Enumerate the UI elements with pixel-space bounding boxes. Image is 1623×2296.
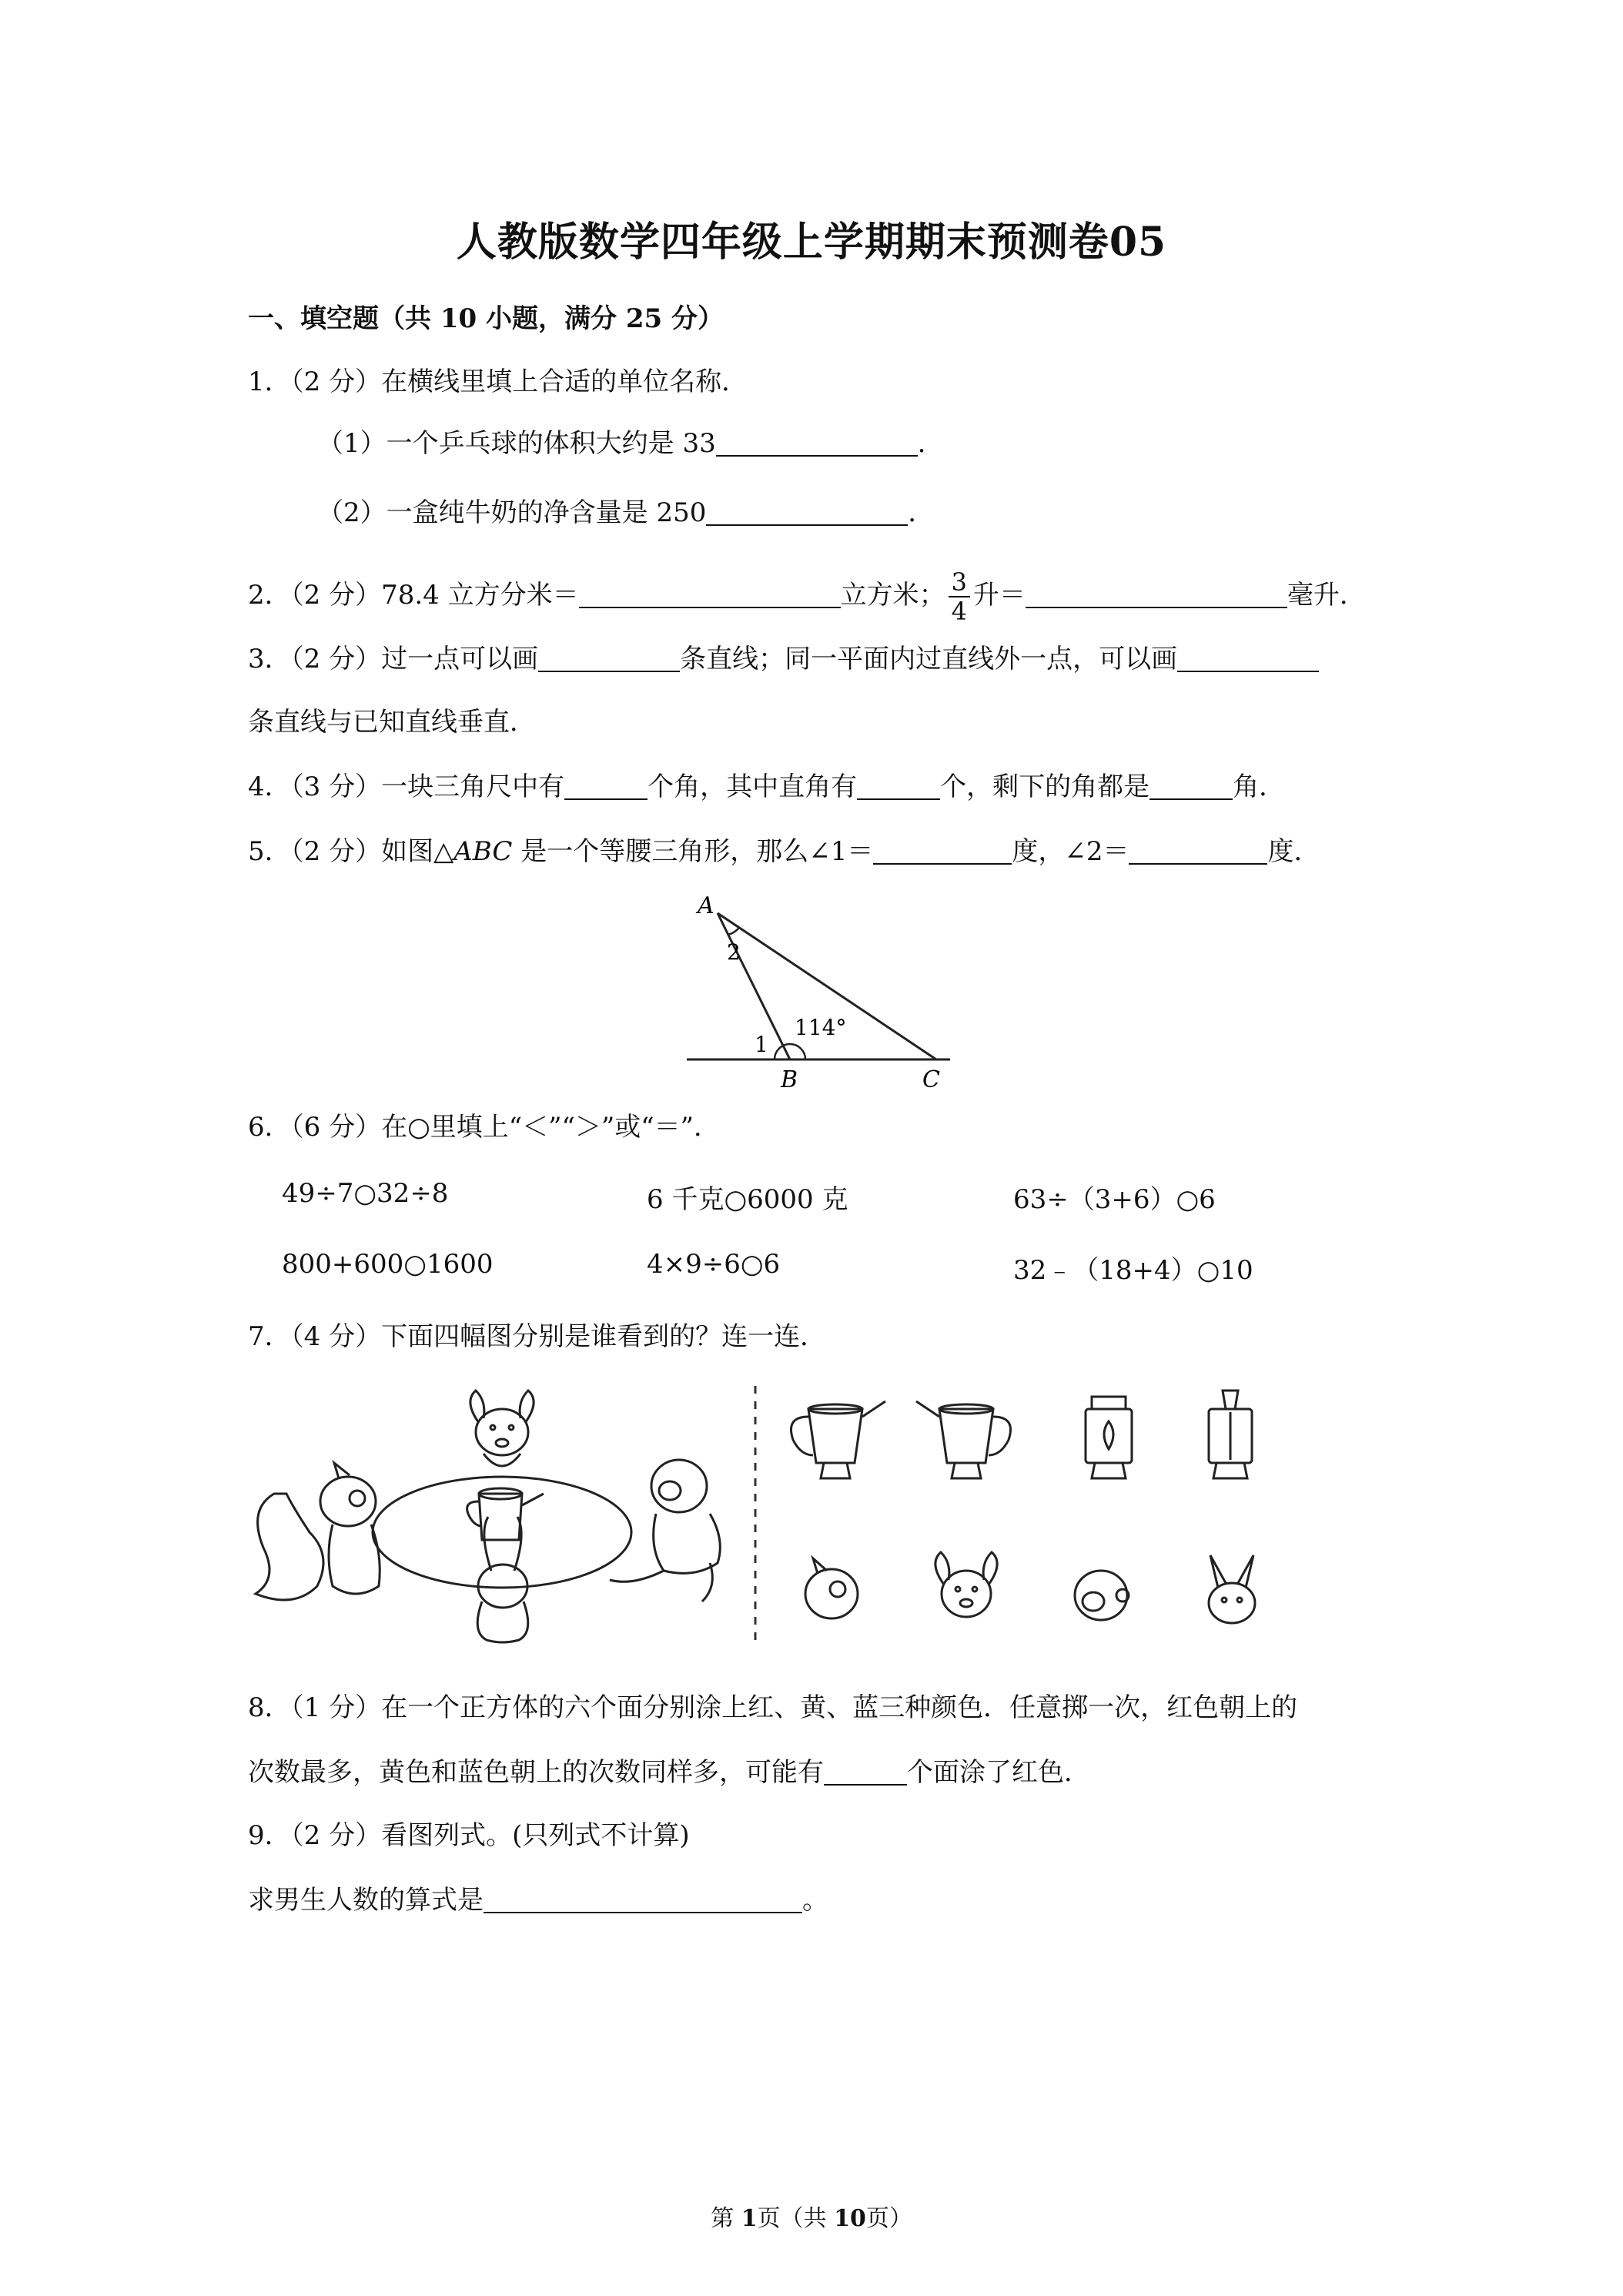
question-6-stem: 6．（6 分）在○里填上“＜”“＞”或“＝”． xyxy=(248,1112,721,1143)
q2-text-4: 毫升． xyxy=(1287,580,1366,611)
comparison-item: 4×9÷6○6 xyxy=(647,1249,781,1280)
answer-blank[interactable] xyxy=(716,429,918,457)
answer-blank[interactable] xyxy=(484,1886,802,1913)
answer-blank[interactable] xyxy=(564,772,648,800)
side-ab xyxy=(718,913,790,1059)
dog-drawing xyxy=(470,1391,534,1466)
answer-blank[interactable] xyxy=(824,1758,907,1786)
q1-sub1-end: ． xyxy=(917,428,944,459)
question-8-line-1: 8．（1 分）在一个正方体的六个面分别涂上红、黄、蓝三种颜色．任意掷一次，红色朝上的 xyxy=(248,1692,1298,1723)
vertex-label-a: A xyxy=(698,892,714,919)
teapot-view-3 xyxy=(1086,1397,1132,1478)
comparison-item: 49÷7○32÷8 xyxy=(282,1178,449,1209)
answer-blank[interactable] xyxy=(873,837,1012,865)
dog-face xyxy=(935,1552,997,1617)
triangle-figure xyxy=(678,893,955,1093)
answer-blank[interactable] xyxy=(538,644,680,672)
answer-blank[interactable] xyxy=(706,498,908,526)
vertex-label-b: B xyxy=(781,1066,798,1093)
squirrel-face xyxy=(805,1558,858,1618)
rabbit-drawing xyxy=(477,1517,528,1642)
q5-text-4: 度． xyxy=(1267,836,1320,867)
page-number: 1 xyxy=(741,2205,758,2232)
teapot-view-4 xyxy=(1209,1391,1252,1478)
q3-text-2: 条直线；同一平面内过直线外一点，可以画 xyxy=(680,644,1178,674)
footer-text-3: 页） xyxy=(865,2205,912,2232)
animals-table-scene xyxy=(248,1378,741,1648)
q2-text-2: 立方米； xyxy=(840,580,945,611)
question-3-line-2: 条直线与已知直线垂直． xyxy=(248,707,536,738)
comparison-item: 32﹣（18+4）○10 xyxy=(1013,1255,1253,1286)
question-9-stem: 9．（2 分）看图列式。(只列式不计算) xyxy=(248,1820,690,1851)
teapot-on-table xyxy=(467,1488,544,1540)
fraction-numerator: 3 xyxy=(949,568,970,597)
dashed-divider xyxy=(751,1386,759,1648)
q2-text-3: 升＝ xyxy=(972,580,1026,611)
question-4 xyxy=(248,770,1285,804)
q4-text-3: 个，剩下的角都是 xyxy=(940,771,1150,802)
comparison-item: 6 千克○6000 克 xyxy=(647,1184,848,1215)
vertex-label-c: C xyxy=(922,1066,940,1093)
q8-text-2: 个面涂了红色． xyxy=(907,1757,1090,1788)
angle-label-114: 114° xyxy=(795,1015,847,1040)
page-footer xyxy=(0,2199,1623,2233)
teapot-views xyxy=(778,1386,1270,1648)
triangle-name: ABC xyxy=(453,836,513,867)
total-pages: 10 xyxy=(834,2205,866,2232)
page-title: 人教版数学四年级上学期期末预测卷05 xyxy=(456,219,1167,266)
q5-text-3: 度，∠2＝ xyxy=(1012,836,1129,867)
q5-text-2: 是一个等腰三角形，那么∠1＝ xyxy=(512,836,874,867)
rabbit-face xyxy=(1209,1555,1255,1623)
question-1-stem: 1．（2 分）在横线里填上合适的单位名称． xyxy=(248,366,748,397)
q8-text-1: 次数最多，黄色和蓝色朝上的次数同样多，可能有 xyxy=(248,1757,824,1788)
q4-text-1: 4．（3 分）一块三角尺中有 xyxy=(248,771,565,802)
monkey-face xyxy=(1075,1571,1129,1620)
q2-text-1: 2．（2 分）78.4 立方分米＝ xyxy=(248,580,579,611)
teapot-view-2 xyxy=(916,1401,1011,1478)
squirrel-drawing xyxy=(256,1463,380,1600)
footer-text-1: 第 xyxy=(711,2205,741,2232)
question-3-line-1 xyxy=(248,642,1319,676)
question-1-sub-2 xyxy=(317,496,934,530)
question-9-answer xyxy=(248,1883,828,1917)
teapot-view-1 xyxy=(791,1401,886,1478)
q1-sub2-end: ． xyxy=(908,497,935,528)
footer-text-2: 页（共 xyxy=(757,2205,835,2232)
fraction-denominator: 4 xyxy=(951,597,967,626)
q1-sub2-text: （2）一盒纯牛奶的净含量是 250 xyxy=(317,497,707,528)
q9-text-1: 求男生人数的算式是 xyxy=(248,1885,484,1916)
comparison-item: 63÷（3+6）○6 xyxy=(1013,1184,1216,1215)
question-1-sub-1 xyxy=(317,427,944,460)
q4-text-2: 个角，其中直角有 xyxy=(648,771,858,802)
angle-arc-a xyxy=(728,928,739,935)
question-2 xyxy=(248,568,1366,625)
answer-blank[interactable] xyxy=(1149,772,1233,800)
angle-label-2: 2 xyxy=(727,939,741,965)
angle-label-1: 1 xyxy=(755,1032,768,1057)
q3-text-1: 3．（2 分）过一点可以画 xyxy=(248,644,539,674)
question-8-line-2 xyxy=(248,1755,1090,1789)
monkey-drawing xyxy=(610,1460,720,1602)
section-heading: 一、填空题（共 10 小题，满分 25 分） xyxy=(248,303,724,334)
answer-blank[interactable] xyxy=(579,581,841,608)
comparison-item: 800+600○1600 xyxy=(282,1249,494,1280)
fraction xyxy=(949,568,970,625)
answer-blank[interactable] xyxy=(1026,581,1287,608)
q4-text-4: 角． xyxy=(1233,771,1286,802)
q9-text-2: 。 xyxy=(802,1885,828,1916)
answer-blank[interactable] xyxy=(857,772,940,800)
answer-blank[interactable] xyxy=(1177,644,1319,672)
q1-sub1-text: （1）一个乒乓球的体积大约是 33 xyxy=(317,428,716,459)
question-7-stem: 7．（4 分）下面四幅图分别是谁看到的？连一连． xyxy=(248,1321,827,1352)
answer-blank[interactable] xyxy=(1129,837,1267,865)
q5-text-1: 5．（2 分）如图△ xyxy=(248,836,454,867)
question-5 xyxy=(248,835,1320,869)
